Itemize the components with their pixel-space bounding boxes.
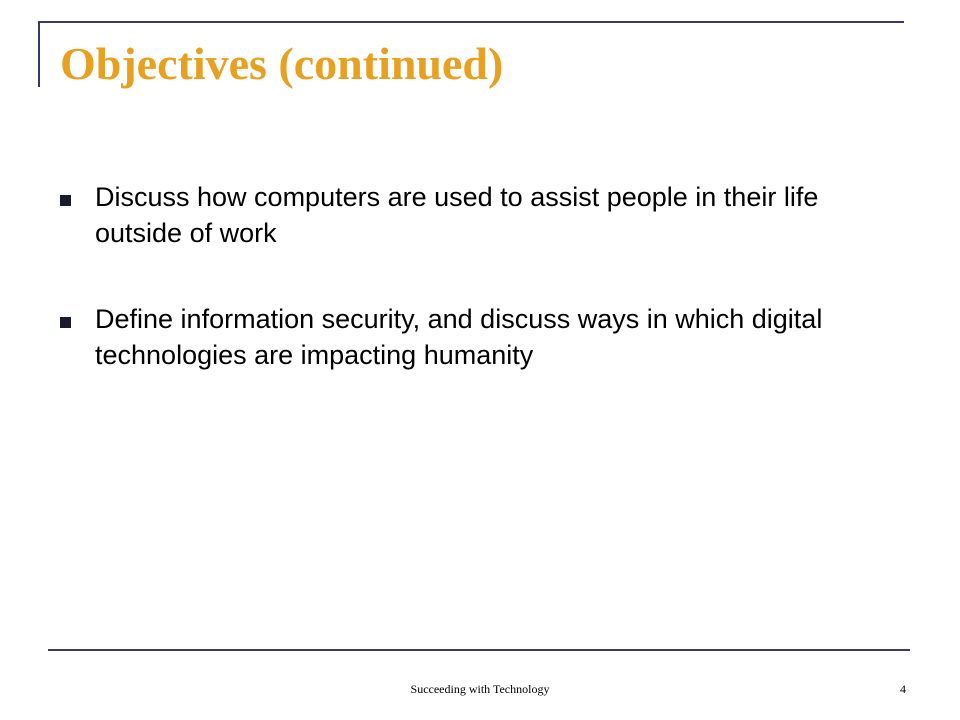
bullet-text: Define information security, and discuss ways in which digital technologies are impacting humanity bbox=[95, 303, 823, 370]
footer-text: Succeeding with Technology bbox=[410, 682, 550, 696]
bullet-item bbox=[60, 180, 880, 252]
square-bullet-icon bbox=[60, 195, 71, 206]
slide-title: Objectives (continued) bbox=[60, 38, 504, 89]
page-number: 4 bbox=[900, 682, 906, 696]
bullet-list bbox=[60, 180, 880, 424]
bullet-item bbox=[60, 302, 880, 374]
square-bullet-icon bbox=[60, 317, 71, 328]
title-frame-top-rule bbox=[38, 21, 904, 23]
bullet-text: Discuss how computers are used to assist people in their life outside of work bbox=[95, 182, 819, 248]
footer-rule bbox=[48, 649, 910, 651]
title-frame-left-rule bbox=[38, 21, 40, 87]
